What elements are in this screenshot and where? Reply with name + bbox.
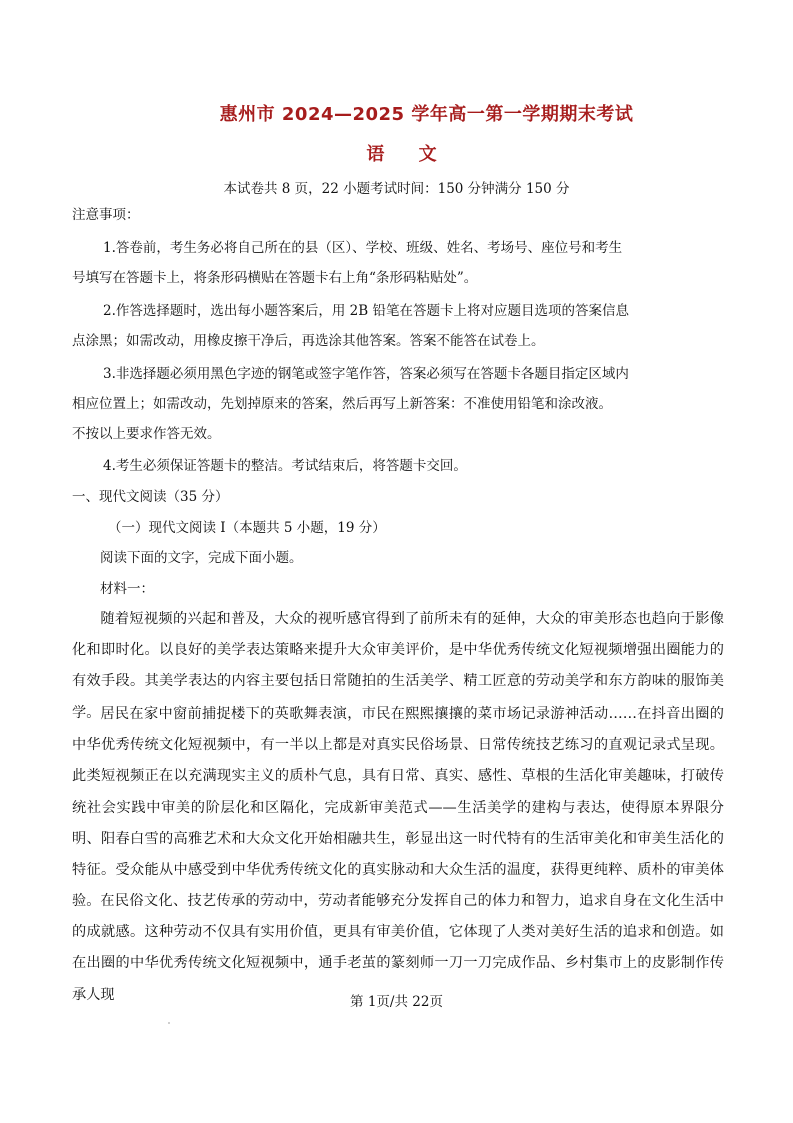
- body-paragraph: 随着短视频的兴起和普及，大众的视听感官得到了前所未有的延伸，大众的审美形态也趋向于影像化和即时化。以良好的美学表达策略来提升大众审美评价，是中华优秀传统文化短视频增强出圈能力的有效手段。其美学表达的内容主要包括日常随拍的生活美学、精工匠意的劳动美学和东方韵味的服饰美学。: [72, 611, 724, 721]
- subject-title: 语 文: [366, 144, 451, 165]
- notice-line: 相应位置上；如需改动，先划掉原来的答案，然后再写上新答案：不准使用铅笔和涂改液。: [72, 396, 612, 412]
- body-paragraph: 居民在家中窗前捕捉楼下的英歌舞表演，市民在熙熙攘攘的菜市场记录游神活动……在抖音出圈的中华优秀传统文化短视频中，有一半以上都是对真实民俗场景、日常传统技艺练习的直观记录式呈现。此类短视频正在以充满现实主义的质朴气息，具有日常、真实、感性、草根的生活化审美趣味，打破传统社会实践中审美的阶层化和区隔化，完成新审美范式——生活美学的建构与表达，使得原本界限分明、阳春白雪的高雅艺术和大众文化开始相融共生，彰显出这一时代特有的生活审美化和审美生活化的特征。受众能从中感受到中华优秀传统文化的真实脉动和大众生活的温度，获得更纯粹、质朴的审美体验。: [72, 706, 724, 910]
- body-paragraph: 在民俗文化、技艺传承的劳动中，劳动者能够充分发挥自己的体力和智力，追求自身在文化生活中的成就感。这种劳动不仅具有实用价值，更具有审美价值，它体现了人类对美好生活的追求和创造。如在出圈的中华优秀传统文化短视频中，通手老茧的篆刻师一刀一刀完成作品、乡村集市上的皮影制作传承人现: [72, 893, 724, 1003]
- notice-line: 点涂黑；如需改动，用橡皮擦干净后，再选涂其他答案。答案不能答在试卷上。: [72, 333, 545, 349]
- exam-meta-info: 本试卷共 8 页，22 小题考试时间：150 分钟满分 150 分: [223, 181, 570, 197]
- material-label: 材料一：: [100, 581, 154, 597]
- notice-line: 不按以上要求作答无效。: [72, 426, 221, 442]
- notice-heading: 注意事项：: [72, 207, 140, 223]
- exam-title: 惠州市 2024—2025 学年高一第一学期期末考试: [219, 104, 634, 125]
- section-subheading: （一）现代文阅读 I（本题共 5 小题，19 分）: [108, 520, 386, 536]
- page-footer: 第 1页/共 22页: [350, 994, 443, 1010]
- notice-line: 3.非选择题必须用黑色字迹的钢笔或签字笔作答，答案必须写在答题卡各题目指定区域内: [103, 366, 629, 382]
- section-heading: 一、现代文阅读（35 分）: [72, 489, 229, 505]
- notice-line: 1.答卷前，考生务必将自己所在的县（区）、学校、班级、姓名、考场号、座位号和考生: [103, 240, 623, 256]
- notice-line: 4.考生必须保证答题卡的整洁。考试结束后，将答题卡交回。: [103, 458, 467, 474]
- notice-line: 号填写在答题卡上，将条形码横贴在答题卡右上角“条形码粘贴处”。: [72, 270, 478, 286]
- notice-line: 2.作答选择题时，选出每小题答案后，用 2B 铅笔在答题卡上将对应题目选项的答案信息: [103, 303, 629, 319]
- scan-dot: [168, 1022, 170, 1024]
- reading-instruction: 阅读下面的文字，完成下面小题。: [100, 550, 303, 566]
